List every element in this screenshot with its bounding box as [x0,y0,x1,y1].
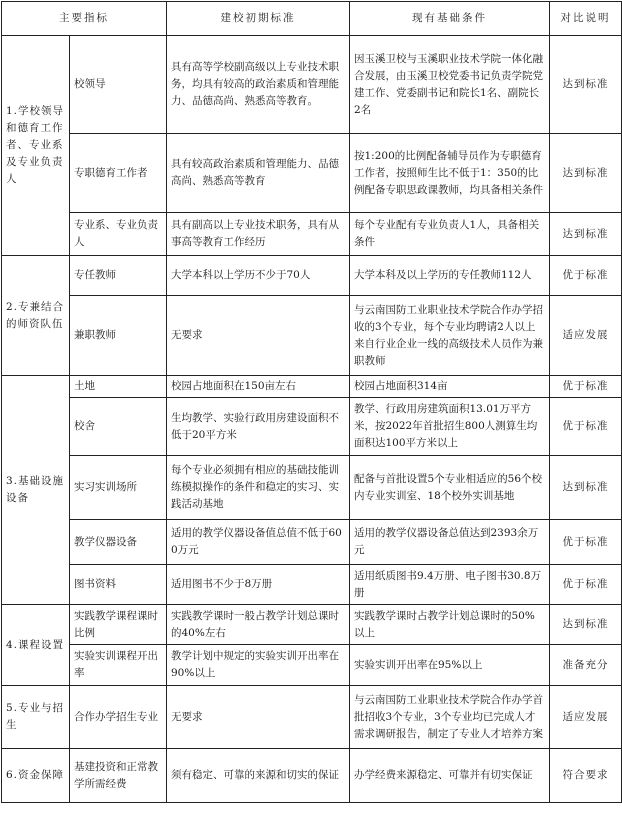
table-row [2,520,622,565]
compare-cell: 达到标准 [550,605,622,645]
group-label: 3.基础设施设备 [2,376,70,605]
table-row [2,686,622,749]
current-cell: 与云南国防工业职业技术学院合作办学首批招收3个专业，3个专业均已完成人才需求调研报告，制定了专业人才培养方案 [350,686,550,749]
item-cell: 校领导 [70,36,167,134]
group-label: 1.学校领导和德育工作者、专业系及专业负责人 [2,36,70,256]
current-cell: 实验实训开出率在95%以上 [350,645,550,686]
standard-cell: 具有副高以上专业技术职务，具有从事高等教育工作经历 [167,213,350,256]
item-cell: 土地 [70,376,167,398]
compare-cell: 达到标准 [550,36,622,134]
group-label: 6.资金保障 [2,749,70,803]
standard-cell: 具有高等学校副高级以上专业技术职务，均具有较高的政治素质和管理能力、品德高尚、熟悉高等教育。 [167,36,350,134]
item-cell: 基建投资和正常教学所需经费 [70,749,167,803]
current-cell: 大学本科及以上学历的专任教师112人 [350,256,550,296]
standard-cell: 适用的教学仪器设备值总值不低于600万元 [167,520,350,565]
compare-cell: 准备充分 [550,645,622,686]
item-cell: 实验实训课程开出率 [70,645,167,686]
table-row [2,605,622,645]
header-row [2,2,622,36]
compare-cell: 优于标准 [550,565,622,605]
compare-cell: 优于标准 [550,398,622,456]
standard-cell: 须有稳定、可靠的来源和切实的保证 [167,749,350,803]
standard-cell: 实践教学课时一般占教学计划总课时的40%左右 [167,605,350,645]
compare-cell: 优于标准 [550,520,622,565]
group-label: 4.课程设置 [2,605,70,686]
compare-cell: 优于标准 [550,256,622,296]
standard-cell: 教学计划中规定的实验实训开出率在90%以上 [167,645,350,686]
header-compare: 对比说明 [550,2,622,36]
comparison-table [1,1,622,803]
table-row [2,645,622,686]
header-standard: 建校初期标准 [167,2,350,36]
current-cell: 适用纸质图书9.4万册、电子图书30.8万册 [350,565,550,605]
compare-cell: 适应发展 [550,296,622,376]
group-label: 2.专兼结合的师资队伍 [2,256,70,376]
standard-cell: 无要求 [167,686,350,749]
table-row [2,256,622,296]
current-cell: 配备与首批设置5个专业相适应的56个校内专业实训室、18个校外实训基地 [350,456,550,520]
table-row [2,565,622,605]
table-row [2,456,622,520]
table-row [2,134,622,213]
item-cell: 实习实训场所 [70,456,167,520]
item-cell: 实践教学课程课时比例 [70,605,167,645]
compare-cell: 优于标准 [550,376,622,398]
standard-cell: 具有较高政治素质和管理能力、品德高尚、熟悉高等教育 [167,134,350,213]
standard-cell: 生均教学、实验行政用房建设面积不低于20平方米 [167,398,350,456]
header-indicator: 主要指标 [2,2,167,36]
table-row [2,749,622,803]
current-cell: 办学经费来源稳定、可靠并有切实保证 [350,749,550,803]
item-cell: 专职德育工作者 [70,134,167,213]
standard-cell: 每个专业必须拥有相应的基础技能训练模拟操作的条件和稳定的实习、实践活动基地 [167,456,350,520]
item-cell: 专业系、专业负责人 [70,213,167,256]
table-row [2,213,622,256]
table-row [2,296,622,376]
compare-cell: 符合要求 [550,749,622,803]
item-cell: 专任教师 [70,256,167,296]
current-cell: 因玉溪卫校与玉溪职业技术学院一体化融合发展，由玉溪卫校党委书记负责学院党建工作、党委副书记和院长1名、副院长2名 [350,36,550,134]
table-row [2,398,622,456]
item-cell: 教学仪器设备 [70,520,167,565]
table-row [2,36,622,134]
item-cell: 合作办学招生专业 [70,686,167,749]
group-label: 5.专业与招生 [2,686,70,749]
standard-cell: 校园占地面积在150亩左右 [167,376,350,398]
item-cell: 图书资料 [70,565,167,605]
compare-cell: 达到标准 [550,213,622,256]
current-cell: 适用的教学仪器设备总值达到2393余万元 [350,520,550,565]
item-cell: 兼职教师 [70,296,167,376]
current-cell: 与云南国防工业职业技术学院合作办学招收的3个专业，每个专业均聘请2人以上来自行业企业一线的高级技术人员作为兼职教师 [350,296,550,376]
current-cell: 每个专业配有专业负责人1人，具备相关条件 [350,213,550,256]
current-cell: 教学、行政用房建筑面积13.01万平方米，按2022年首批招生800人测算生均面积达100平方米以上 [350,398,550,456]
compare-cell: 适应发展 [550,686,622,749]
standard-cell: 适用图书不少于8万册 [167,565,350,605]
standard-cell: 无要求 [167,296,350,376]
standard-cell: 大学本科以上学历不少于70人 [167,256,350,296]
current-cell: 实践教学课时占教学计划总课时的50%以上 [350,605,550,645]
table-row [2,376,622,398]
header-current: 现有基础条件 [350,2,550,36]
compare-cell: 达到标准 [550,134,622,213]
current-cell: 按1:200的比例配备辅导员作为专职德育工作者，按照师生比不低于1：350的比例配备专职思政课教师，均具备相关条件 [350,134,550,213]
item-cell: 校舍 [70,398,167,456]
compare-cell: 达到标准 [550,456,622,520]
current-cell: 校园占地面积314亩 [350,376,550,398]
